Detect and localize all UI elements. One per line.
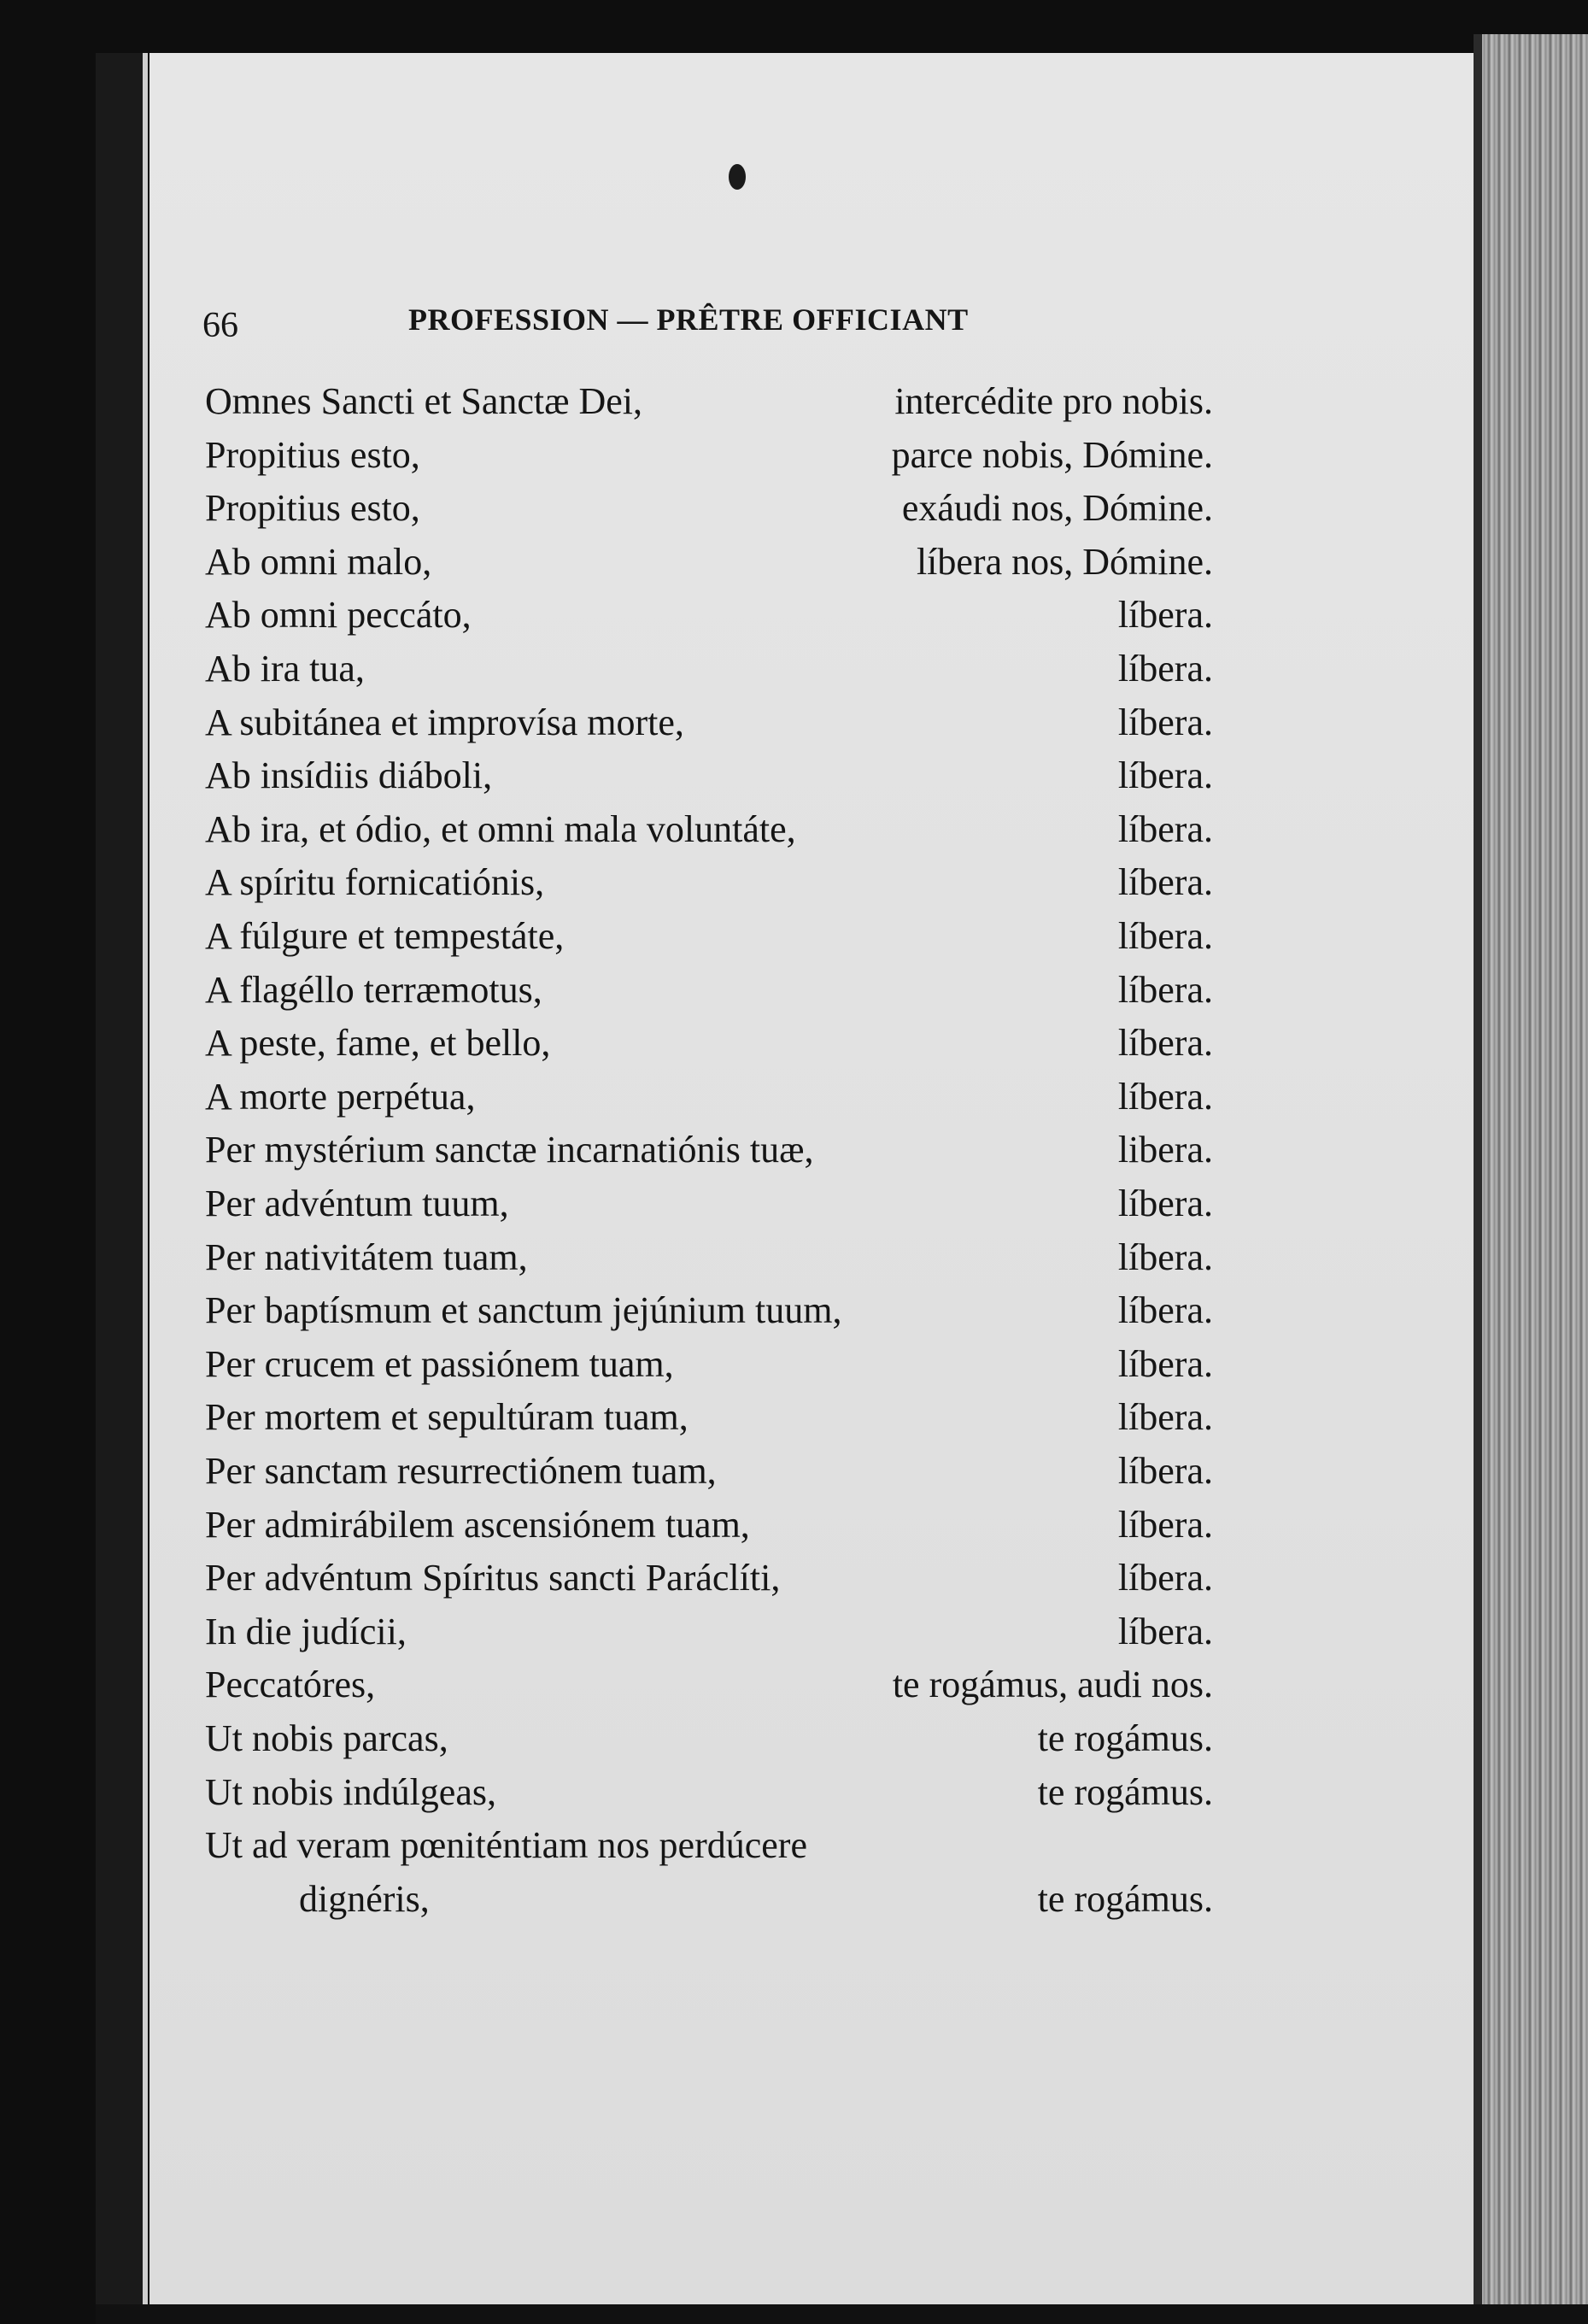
invocation-text: Ut ad veram pœniténtiam nos perdúcere [205, 1824, 807, 1867]
litany-line [205, 650, 1213, 698]
invocation-text: A flagéllo terræmotus, [205, 968, 542, 1011]
litany-line [205, 1503, 1213, 1554]
invocation-text: Omnes Sancti et Sanctæ Dei, [205, 380, 643, 422]
invocation-text: A morte perpétua, [205, 1075, 476, 1118]
invocation-text: Per crucem et passiónem tuam, [205, 1342, 674, 1385]
response-text: intercédite pro nobis. [894, 380, 1213, 422]
invocation-text: Per mortem et sepultúram tuam, [205, 1396, 689, 1439]
invocation-text: Per baptísmum et sanctum jejúnium tuum, [205, 1289, 842, 1332]
invocation-text: Per admirábilem ascensiónem tuam, [205, 1503, 750, 1546]
litany-line [205, 861, 1213, 912]
invocation-text: Ab omni peccáto, [205, 594, 472, 637]
invocation-text: Per sanctam resurrectiónem tuam, [205, 1450, 717, 1492]
invocation-text: Ab omni malo, [205, 540, 432, 583]
response-text: libera. [1117, 1129, 1213, 1171]
invocation-text: Ab ira, et ódio, et omni mala voluntáte, [205, 807, 796, 850]
invocation-text: A subitánea et improvísa morte, [205, 701, 684, 743]
litany-line [205, 915, 1213, 965]
invocation-text: A peste, fame, et bello, [205, 1022, 551, 1065]
response-text: exáudi nos, Dómine. [901, 487, 1213, 530]
litany-line [205, 1235, 1213, 1287]
response-text: líbera. [1117, 807, 1213, 850]
response-text: líbera. [1117, 1610, 1213, 1652]
response-text: te rogámus. [1037, 1717, 1213, 1759]
response-text: líbera. [1117, 1289, 1213, 1332]
response-text: líbera. [1117, 594, 1213, 637]
litany-line [205, 433, 1213, 484]
page-number: 66 [202, 306, 238, 345]
litany-line [205, 1289, 1213, 1340]
response-text: parce nobis, Dómine. [891, 433, 1213, 476]
litany-line [205, 807, 1213, 859]
invocation-text: In die judícii, [205, 1610, 407, 1652]
invocation-text: dignéris, [299, 1877, 430, 1920]
litany-line [205, 1452, 1213, 1500]
litany-line [205, 380, 1213, 431]
invocation-text: Ut nobis indúlgeas, [205, 1770, 496, 1813]
litany-line [205, 754, 1213, 805]
response-text: líbera. [1117, 754, 1213, 797]
response-text: líbera nos, Dómine. [916, 540, 1213, 583]
invocation-text: Per advéntum tuum, [205, 1183, 509, 1224]
litany-line [205, 968, 1213, 1019]
litany-line [205, 1610, 1213, 1661]
response-text: líbera. [1117, 1503, 1213, 1546]
invocation-text: Propitius esto, [205, 487, 420, 530]
invocation-text: Peccatóres, [205, 1664, 376, 1706]
response-text: líbera. [1117, 1235, 1213, 1278]
litany-line [205, 1185, 1213, 1233]
response-text: líbera. [1117, 861, 1213, 904]
litany-line [205, 1024, 1213, 1072]
litany-line [205, 1717, 1213, 1768]
response-text: líbera. [1117, 701, 1213, 743]
response-text: te rogámus, audi nos. [892, 1664, 1213, 1706]
litany-line [205, 540, 1213, 591]
response-text: líbera. [1117, 648, 1213, 690]
invocation-text: Ab insídiis diáboli, [205, 754, 493, 797]
invocation-text: Propitius esto, [205, 433, 420, 476]
litany-line [205, 1342, 1213, 1394]
response-text: líbera. [1117, 1396, 1213, 1439]
invocation-text: A spíritu fornicatiónis, [205, 861, 545, 904]
invocation-text: Per advéntum Spíritus sancti Paráclíti, [205, 1557, 781, 1599]
response-text: líbera. [1117, 1183, 1213, 1224]
invocation-text: Ut nobis parcas, [205, 1717, 448, 1759]
response-text: líbera. [1117, 915, 1213, 957]
invocation-text: Per nativitátem tuam, [205, 1235, 528, 1278]
litany-line [205, 1396, 1213, 1447]
invocation-text: A fúlgure et tempestáte, [205, 915, 565, 957]
running-head: PROFESSION — PRÊTRE OFFICIANT [408, 302, 969, 337]
response-text: líbera. [1117, 968, 1213, 1011]
litany-line [205, 1559, 1213, 1607]
invocation-text: Ab ira tua, [205, 648, 365, 690]
response-text: líbera. [1117, 1022, 1213, 1065]
litany-line [205, 1770, 1213, 1822]
litany-line [205, 701, 1213, 752]
litany-line [205, 487, 1213, 537]
litany-line [205, 1877, 1213, 1928]
response-text: líbera. [1117, 1557, 1213, 1599]
litany-line [205, 1824, 1213, 1875]
litany-line [205, 596, 1213, 644]
response-text: líbera. [1117, 1342, 1213, 1385]
litany-line [205, 1131, 1213, 1179]
litany-line [205, 1666, 1213, 1714]
response-text: te rogámus. [1037, 1770, 1213, 1813]
response-text: líbera. [1117, 1450, 1213, 1492]
litany-line [205, 1075, 1213, 1126]
invocation-text: Per mystérium sanctæ incarnatiónis tuæ, [205, 1129, 814, 1171]
response-text: líbera. [1117, 1075, 1213, 1118]
response-text: te rogámus. [1037, 1877, 1213, 1920]
